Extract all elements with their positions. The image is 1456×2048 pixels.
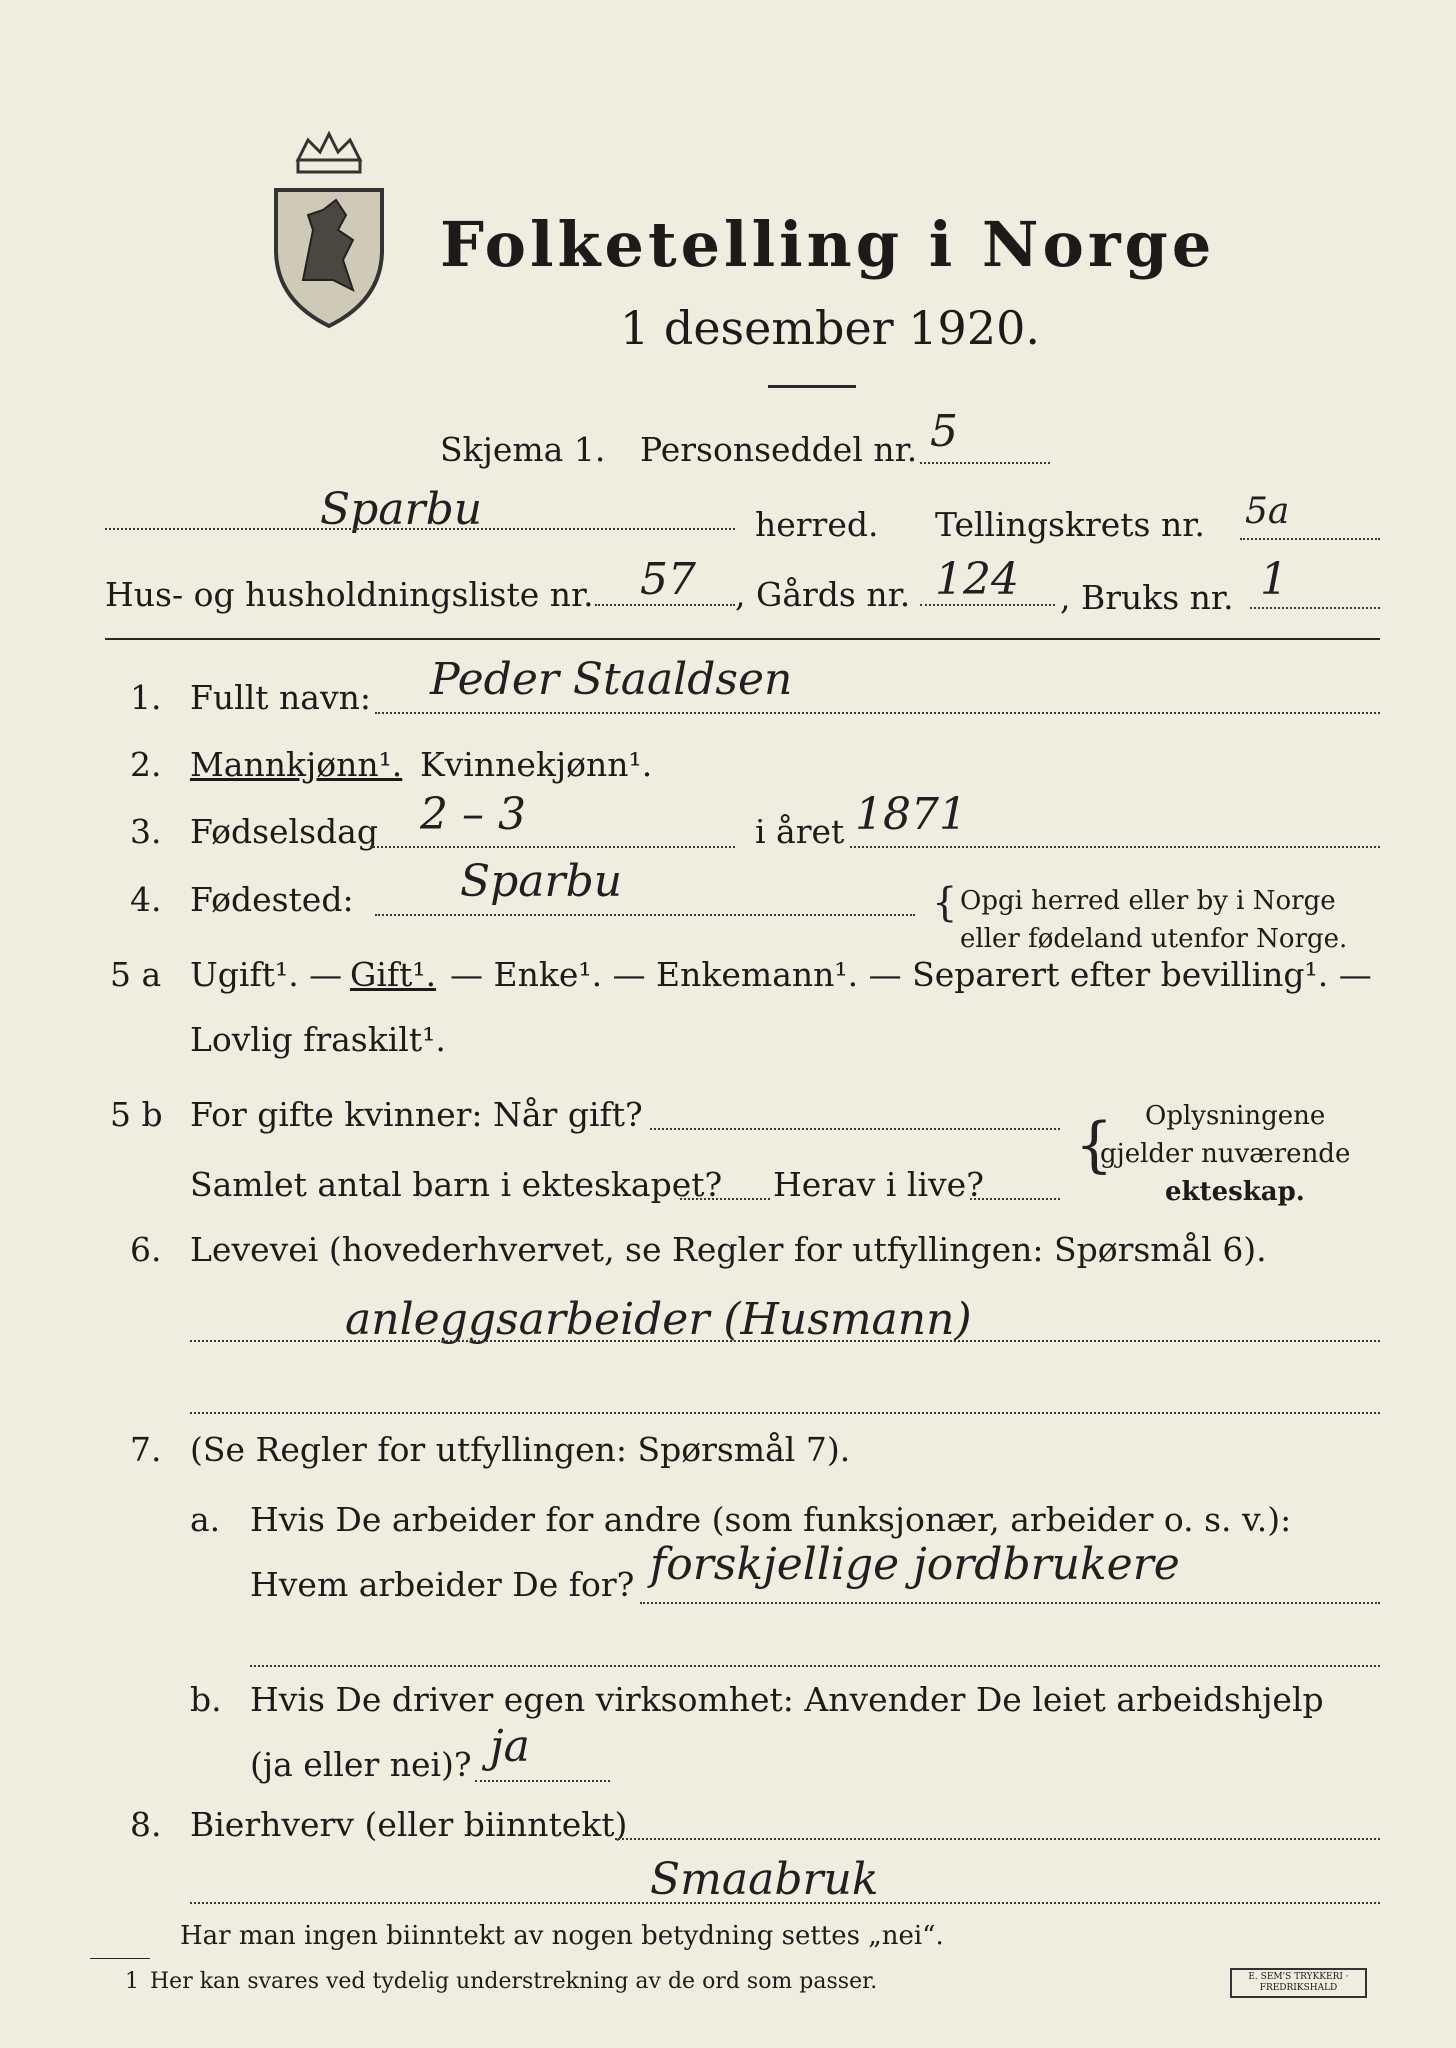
q3-year-dots xyxy=(850,846,1380,848)
gaards-label: , Gårds nr. xyxy=(735,575,911,614)
title-divider xyxy=(768,385,856,388)
q4-brace: { xyxy=(932,880,958,926)
q6-number: 6. xyxy=(130,1230,162,1269)
tellingskrets-label: Tellingskrets nr. xyxy=(935,505,1205,544)
q1-value: Peder Staaldsen xyxy=(430,654,793,705)
q7b-line1: Hvis De driver egen virksomhet: Anvender De leiet arbeidshjelp xyxy=(250,1680,1324,1719)
q4-note-line1: Opgi herred eller by i Norge xyxy=(960,886,1336,916)
q5b-note-line3: ekteskap. xyxy=(1165,1177,1305,1207)
q6-label: Levevei (hovederhvervet, se Regler for utfyllingen: Spørsmål 6). xyxy=(190,1230,1267,1269)
q7a-line1: Hvis De arbeider for andre (som funksjonær, arbeider o. s. v.): xyxy=(250,1500,1292,1539)
q8-number: 8. xyxy=(130,1805,162,1844)
personseddel-dots xyxy=(920,462,1050,464)
personseddel-value: 5 xyxy=(930,406,958,457)
q7-label: (Se Regler for utfyllingen: Spørsmål 7). xyxy=(190,1430,851,1469)
q5b-dots xyxy=(650,1128,1060,1130)
q7a-line2: Hvem arbeider De for? xyxy=(250,1565,635,1604)
header-rule xyxy=(105,638,1380,640)
q5b-children-dots xyxy=(680,1198,770,1200)
bruks-value: 1 xyxy=(1260,554,1288,605)
schema-label: Skjema 1. xyxy=(440,430,606,469)
q8-label: Bierhverv (eller biinntekt) xyxy=(190,1805,628,1844)
q8-value: Smaabruk xyxy=(650,1854,879,1905)
q1-label: Fullt navn: xyxy=(190,678,371,717)
q5a-line2[interactable]: Lovlig fraskilt¹. xyxy=(190,1020,446,1059)
q7b-letter: b. xyxy=(190,1680,222,1719)
q1-number: 1. xyxy=(130,678,162,717)
q3-year-label: i året xyxy=(755,812,845,851)
q4-note-line2: eller fødeland utenfor Norge. xyxy=(960,924,1348,954)
q5a-other-statuses[interactable]: — Enke¹. — Enkemann¹. — Separert efter bevilling¹. — xyxy=(450,955,1372,994)
gaards-value: 124 xyxy=(935,554,1019,605)
hus-dots xyxy=(595,604,735,606)
q8-dots-1 xyxy=(615,1838,1380,1840)
q6-dots-1 xyxy=(190,1340,1380,1342)
tellingskrets-value: 5a xyxy=(1245,491,1290,532)
q7a-letter: a. xyxy=(190,1500,221,1539)
q5b-alive-label: Herav i live? xyxy=(773,1165,984,1204)
q5b-alive-dots xyxy=(970,1198,1060,1200)
q4-number: 4. xyxy=(130,880,162,919)
printer-stamp: E. SEM'S TRYKKERI · FREDRIKSHALD xyxy=(1230,1968,1367,1998)
norway-coat-of-arms-icon xyxy=(268,130,390,330)
gaards-dots xyxy=(920,604,1055,606)
q5b-line2: Samlet antal barn i ekteskapet? xyxy=(190,1165,723,1204)
q7a-dots-2 xyxy=(250,1665,1380,1667)
q3-year-value: 1871 xyxy=(855,789,967,840)
q5b-label: For gifte kvinner: Når gift? xyxy=(190,1095,643,1134)
q7-number: 7. xyxy=(130,1430,162,1469)
q2-number: 2. xyxy=(130,745,162,784)
footnote-rule xyxy=(90,1958,150,1959)
q7a-dots-1 xyxy=(640,1602,1380,1604)
q3-value: 2 – 3 xyxy=(420,789,526,840)
herred-dots xyxy=(105,528,735,530)
q5a-ugift[interactable]: Ugift¹. — xyxy=(190,955,343,994)
footnote-text: Her kan svares ved tydelig understrekning av de ord som passer. xyxy=(150,1969,878,1994)
q2-male[interactable]: Mannkjønn¹. xyxy=(190,745,403,784)
q5a-number: 5 a xyxy=(110,955,162,994)
personseddel-label: Personseddel nr. xyxy=(640,430,918,469)
q5b-note-line2: gjelder nuværende xyxy=(1100,1139,1351,1169)
herred-label: herred. xyxy=(755,505,879,544)
q3-label: Fødselsdag xyxy=(190,812,378,851)
q7b-dots xyxy=(475,1780,610,1782)
tellingskrets-dots xyxy=(1240,538,1380,540)
footnote-mark: 1 xyxy=(125,1969,139,1994)
q5b-brace: { xyxy=(1075,1110,1114,1180)
q6-value: anleggsarbeider (Husmann) xyxy=(345,1294,972,1345)
q5b-number: 5 b xyxy=(110,1095,163,1134)
census-date: 1 desember 1920. xyxy=(620,301,1040,355)
q2-female[interactable]: Kvinnekjønn¹. xyxy=(420,745,653,784)
q8-note: Har man ingen biinntekt av nogen betydning settes „nei“. xyxy=(180,1921,944,1951)
bruks-label: , Bruks nr. xyxy=(1060,578,1234,617)
page-title: Folketelling i Norge xyxy=(440,208,1216,281)
hus-value: 57 xyxy=(640,554,696,605)
q3-number: 3. xyxy=(130,812,162,851)
q5b-note-line1: Oplysningene xyxy=(1145,1101,1326,1131)
q4-dots xyxy=(375,914,915,916)
q3-dots xyxy=(370,846,735,848)
bruks-dots xyxy=(1250,607,1380,609)
q1-dots xyxy=(375,712,1380,714)
q7b-line2: (ja eller nei)? xyxy=(250,1745,472,1784)
hus-label: Hus- og husholdningsliste nr. xyxy=(105,575,594,614)
q7b-value: ja xyxy=(490,1721,530,1772)
q4-label: Fødested: xyxy=(190,880,354,919)
q5a-gift[interactable]: Gift¹. xyxy=(350,955,437,994)
q6-dots-2 xyxy=(190,1412,1380,1414)
q7a-value: forskjellige jordbrukere xyxy=(650,1539,1180,1590)
herred-value: Sparbu xyxy=(320,484,483,535)
q4-value: Sparbu xyxy=(460,856,623,907)
q8-dots-2 xyxy=(190,1902,1380,1904)
